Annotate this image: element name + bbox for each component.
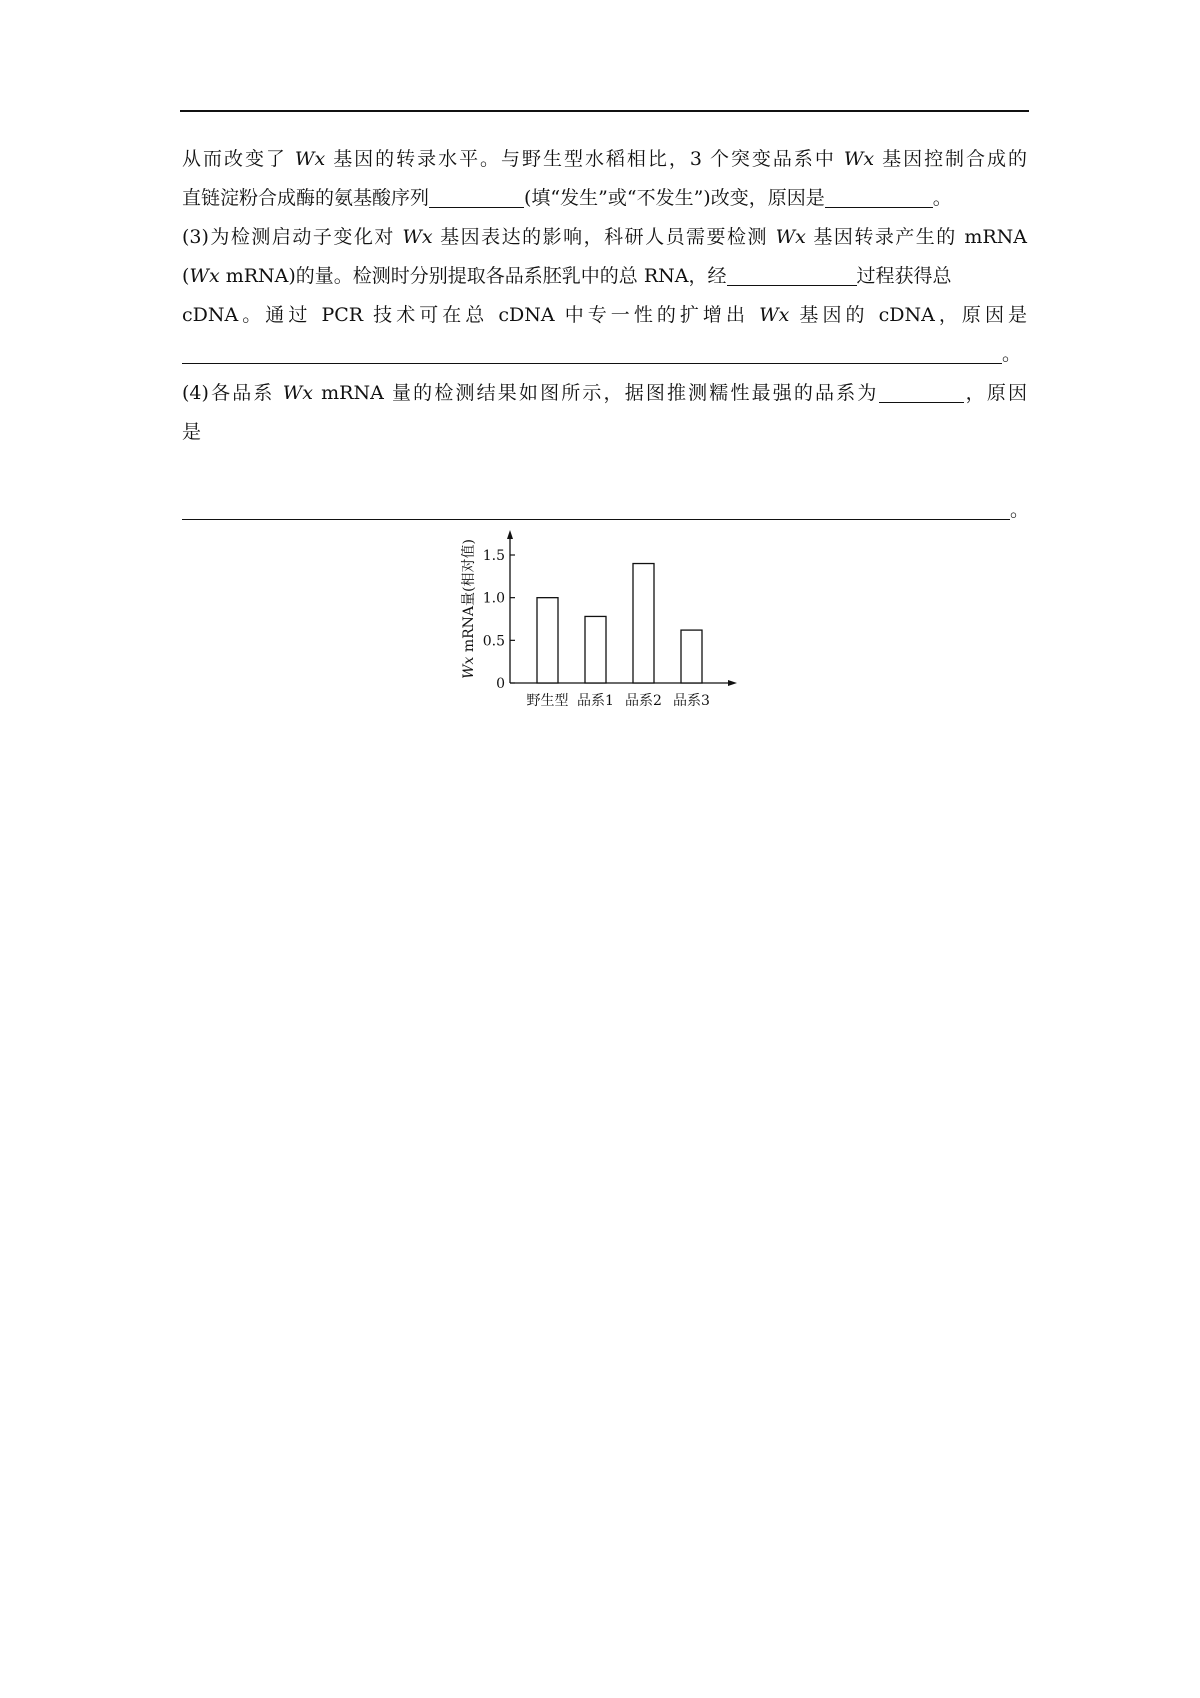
paragraph2-line1: 从而改变了 Wx 基因的转录水平。与野生型水稻相比，3 个突变品系中 Wx 基因控制合成的 <box>182 148 1027 170</box>
answer-blank-6[interactable] <box>182 497 1010 520</box>
question4-line3: 。 <box>182 491 1027 530</box>
bar-4 <box>681 630 702 683</box>
question3-line1: (3)为检测启动子变化对 Wx 基因表达的影响，科研人员需要检测 Wx 基因转录产生的 mRNA <box>182 226 1027 248</box>
y-tick-label: 0 <box>496 676 505 692</box>
question3-line4: 。 <box>182 335 1027 374</box>
answer-blank-3[interactable] <box>727 263 857 286</box>
header-rule <box>180 110 1029 112</box>
question4-line1: (4)各品系 Wx mRNA 量的检测结果如图所示，据图推测糯性最强的品系为 ，原因 <box>182 382 1027 404</box>
question3-line2: (Wx mRNA)的量。检测时分别提取各品系胚乳中的总 RNA，经 过程获得总 <box>182 265 952 287</box>
question-text <box>182 140 1030 530</box>
y-axis <box>507 530 513 683</box>
y-tick-label: 0.5 <box>482 633 505 650</box>
answer-blank-1[interactable] <box>429 185 524 208</box>
bar-2 <box>585 616 606 683</box>
answer-blank-4[interactable] <box>182 341 1002 364</box>
question4-gap <box>182 452 1027 491</box>
bar-1 <box>537 598 558 683</box>
wx-mrna-bar-chart <box>455 525 745 725</box>
paragraph2-line2: 直链淀粉合成酶的氨基酸序列 (填“发生”或“不发生”)改变，原因是 。 <box>182 187 952 209</box>
x-tick-label: 品系3 <box>673 693 710 709</box>
answer-blank-5[interactable] <box>879 380 964 403</box>
question3-line3: cDNA。通过 PCR 技术可在总 cDNA 中专一性的扩增出 Wx 基因的 cDNA，原因是 <box>182 304 1027 326</box>
y-tick-label: 1.5 <box>482 548 505 564</box>
x-tick-label: 品系2 <box>625 693 662 709</box>
y-tick-label: 1.0 <box>482 590 505 607</box>
question4-line2: 是 <box>182 421 202 443</box>
x-tick-label: 野生型 <box>526 693 569 709</box>
answer-blank-2[interactable] <box>825 185 933 208</box>
bar-3 <box>633 564 654 683</box>
bars <box>537 564 702 683</box>
y-axis-label: Wx mRNA量(相对值) <box>461 539 477 679</box>
x-tick-labels <box>527 692 710 709</box>
x-tick-label: 品系1 <box>577 693 614 709</box>
